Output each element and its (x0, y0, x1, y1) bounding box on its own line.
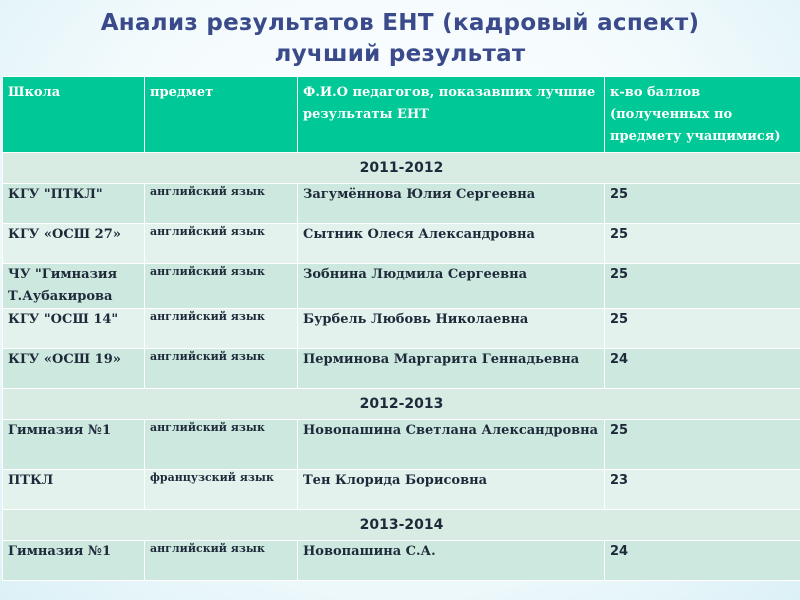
score-cell: 25 (605, 420, 800, 470)
results-table (2, 76, 800, 581)
school-cell: КГУ «ОСШ 27» (3, 224, 145, 264)
subject-cell: английский язык (145, 309, 298, 349)
header-school: Школа (3, 77, 145, 153)
subject-cell: английский язык (145, 349, 298, 389)
score-cell: 24 (605, 541, 800, 581)
title-line-2: лучший результат (274, 41, 526, 67)
table-header-row (3, 77, 800, 153)
score-cell: 24 (605, 349, 800, 389)
teacher-name-cell: Новопашина С.А. (298, 541, 605, 581)
results-table-body (3, 77, 800, 581)
teacher-name-cell: Тен Клорида Борисовна (298, 470, 605, 510)
score-cell: 25 (605, 264, 800, 309)
teacher-name-cell: Сытник Олеся Александровна (298, 224, 605, 264)
subject-cell: английский язык (145, 264, 298, 309)
teacher-name-cell: Бурбель Любовь Николаевна (298, 309, 605, 349)
year-row (3, 153, 800, 184)
table-row (3, 264, 800, 309)
school-cell: КГУ "ПТКЛ" (3, 184, 145, 224)
score-cell: 25 (605, 224, 800, 264)
teacher-name-cell: Перминова Маргарита Геннадьевна (298, 349, 605, 389)
school-cell: Гимназия №1 (3, 541, 145, 581)
table-row (3, 224, 800, 264)
school-cell: КГУ «ОСШ 19» (3, 349, 145, 389)
year-label: 2012-2013 (3, 389, 800, 420)
subject-cell: английский язык (145, 541, 298, 581)
header-teacher: Ф.И.О педагогов, показавших лучшие результаты ЕНТ (298, 77, 605, 153)
subject-cell: французский язык (145, 470, 298, 510)
teacher-name-cell: Загумённова Юлия Сергеевна (298, 184, 605, 224)
subject-cell: английский язык (145, 420, 298, 470)
year-row (3, 510, 800, 541)
score-cell: 25 (605, 184, 800, 224)
score-cell: 25 (605, 309, 800, 349)
header-score: к-во баллов (полученных по предмету учащимися) (605, 77, 800, 153)
year-label: 2011-2012 (3, 153, 800, 184)
school-cell: КГУ "ОСШ 14" (3, 309, 145, 349)
table-row (3, 349, 800, 389)
school-cell: ЧУ "Гимназия Т.Аубакирова (3, 264, 145, 309)
table-row (3, 420, 800, 470)
year-label: 2013-2014 (3, 510, 800, 541)
title-line-1: Анализ результатов ЕНТ (кадровый аспект) (100, 10, 700, 36)
teacher-name-cell: Новопашина Светлана Александровна (298, 420, 605, 470)
table-row (3, 470, 800, 510)
subject-cell: английский язык (145, 224, 298, 264)
subject-cell: английский язык (145, 184, 298, 224)
header-subject: предмет (145, 77, 298, 153)
school-cell: Гимназия №1 (3, 420, 145, 470)
teacher-name-cell: Зобнина Людмила Сергеевна (298, 264, 605, 309)
year-row (3, 389, 800, 420)
table-row (3, 541, 800, 581)
slide-title (0, 8, 800, 70)
score-cell: 23 (605, 470, 800, 510)
table-row (3, 184, 800, 224)
table-row (3, 309, 800, 349)
school-cell: ПТКЛ (3, 470, 145, 510)
